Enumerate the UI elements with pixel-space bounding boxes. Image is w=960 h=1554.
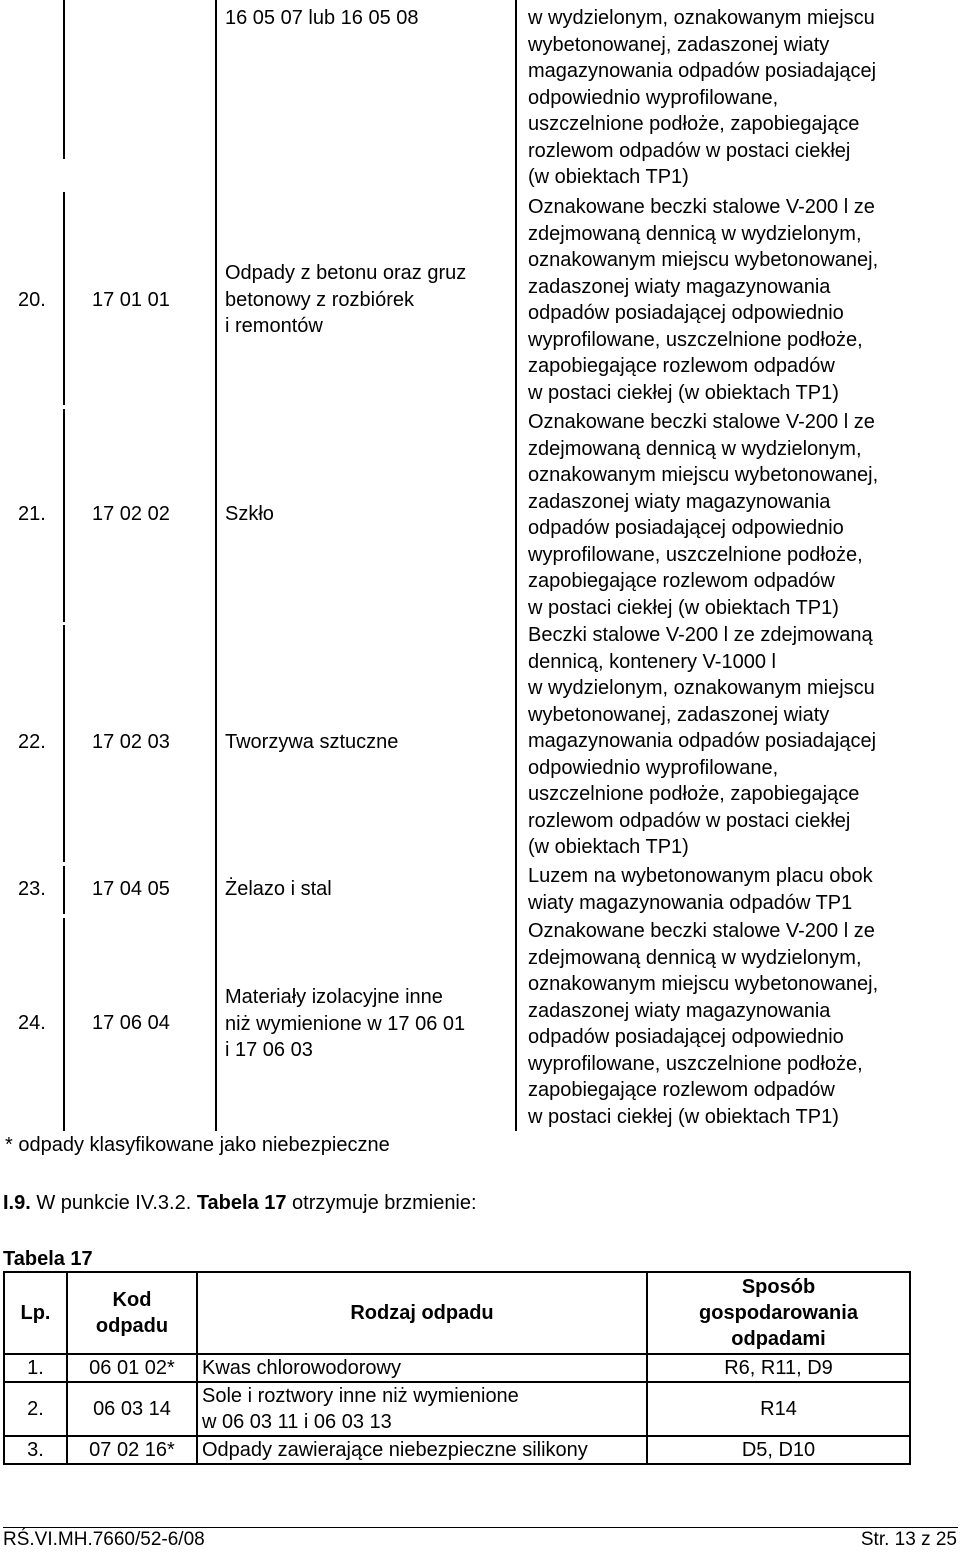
row-name: Szkło	[225, 503, 274, 525]
table-border	[63, 918, 65, 1131]
header-lp: Lp.	[4, 1272, 67, 1354]
cell-code: 06 03 14	[67, 1382, 197, 1436]
section-table-ref: Tabela 17	[196, 1192, 287, 1214]
cell-lp: 2.	[4, 1382, 67, 1436]
cell-type: Sole i roztwory inne niż wymienione w 06 03 11 i 06 03 13	[197, 1382, 647, 1436]
row-lp: 21.	[18, 503, 46, 525]
row-storage: Oznakowane beczki stalowe V-200 l ze zdejmowaną dennicą w wydzielonym, oznakowanym miejscu wybetonowanej, zadaszonej wiaty magazynowania odpadów posiadającej odpowiednio wyprofilowane, uszczelnione podłoże, zapobiegające rozlewom odpadów w postaci ciekłej (w obiektach TP1)	[528, 920, 879, 1128]
table-caption: Tabela 17	[3, 1248, 93, 1270]
header-type: Rodzaj odpadu	[197, 1272, 647, 1354]
cell-code: 07 02 16*	[67, 1436, 197, 1464]
row-storage: w wydzielonym, oznakowanym miejscu wybetonowanej, zadaszonej wiaty magazynowania odpadów posiadającej odpowiednio wyprofilowane, uszczelnione podłoże, zapobiegające rozlewom odpadów w postaci ciekłej (w obiektach TP1)	[528, 7, 877, 188]
table-row	[4, 1354, 910, 1382]
row-name: Odpady z betonu oraz gruz betonowy z rozbiórek i remontów	[225, 262, 467, 337]
row-storage: Oznakowane beczki stalowe V-200 l ze zdejmowaną dennicą w wydzielonym, oznakowanym miejscu wybetonowanej, zadaszonej wiaty magazynowania odpadów posiadającej odpowiednio wyprofilowane, uszczelnione podłoże, zapobiegające rozlewom odpadów w postaci ciekłej (w obiektach TP1)	[528, 411, 879, 619]
table-border	[63, 0, 65, 159]
cell-method: R14	[647, 1382, 910, 1436]
cell-method: D5, D10	[647, 1436, 910, 1464]
row-name: Tworzywa sztuczne	[225, 731, 399, 753]
footer-page-number: Str. 13 z 25	[860, 1529, 957, 1550]
row-code: 16 05 07 lub 16 05 08	[225, 7, 419, 29]
table-17	[3, 1271, 911, 1465]
cell-type: Kwas chlorowodorowy	[197, 1354, 647, 1382]
row-storage: Oznakowane beczki stalowe V-200 l ze zdejmowaną dennicą w wydzielonym, oznakowanym miejscu wybetonowanej, zadaszonej wiaty magazynowania odpadów posiadającej odpowiednio wyprofilowane, uszczelnione podłoże, zapobiegające rozlewom odpadów w postaci ciekłej (w obiektach TP1)	[528, 196, 879, 404]
row-storage: Beczki stalowe V-200 l ze zdejmowaną dennicą, kontenery V-1000 l w wydzielonym, oznakowanym miejscu wybetonowanej, zadaszonej wiaty magazynowania odpadów posiadającej odpowiednio wyprofilowane, uszczelnione podłoże, zapobiegające rozlewom odpadów w postaci ciekłej (w obiektach TP1)	[528, 624, 877, 858]
row-code: 17 02 03	[92, 731, 170, 753]
footer-reference: RŚ.VI.MH.7660/52-6/08	[3, 1529, 205, 1550]
table-row	[4, 1382, 910, 1436]
row-code: 17 01 01	[92, 289, 170, 311]
row-lp: 22.	[18, 731, 46, 753]
section-number: I.9.	[3, 1192, 31, 1214]
row-code: 17 06 04	[92, 1012, 170, 1034]
table-border	[63, 192, 65, 405]
row-name: Materiały izolacyjne inne niż wymienione w 17 06 01 i 17 06 03	[225, 986, 466, 1061]
cell-method: R6, R11, D9	[647, 1354, 910, 1382]
header-code: Kod odpadu	[67, 1272, 197, 1354]
footnote: * odpady klasyfikowane jako niebezpieczne	[5, 1134, 390, 1156]
table-border	[63, 625, 65, 862]
cell-type: Odpady zawierające niebezpieczne silikony	[197, 1436, 647, 1464]
table-border	[215, 0, 217, 1131]
table-border	[63, 866, 65, 914]
row-lp: 20.	[18, 289, 46, 311]
table-border	[515, 0, 517, 1131]
cell-lp: 3.	[4, 1436, 67, 1464]
table-border	[63, 409, 65, 622]
cell-lp: 1.	[4, 1354, 67, 1382]
table-header-row	[4, 1272, 910, 1354]
row-lp: 23.	[18, 878, 46, 900]
table-row	[4, 1436, 910, 1464]
section-text-end: otrzymuje brzmienie:	[286, 1192, 477, 1214]
cell-code: 06 01 02*	[67, 1354, 197, 1382]
row-lp: 24.	[18, 1012, 46, 1034]
row-code: 17 04 05	[92, 878, 170, 900]
header-method: Sposób gospodarowania odpadami	[647, 1272, 910, 1354]
section-heading	[3, 1190, 477, 1217]
row-storage: Luzem na wybetonowanym placu obok wiaty magazynowania odpadów TP1	[528, 865, 873, 914]
row-code: 17 02 02	[92, 503, 170, 525]
row-name: Żelazo i stal	[225, 878, 332, 900]
section-text: W punkcie IV.3.2.	[30, 1192, 197, 1214]
